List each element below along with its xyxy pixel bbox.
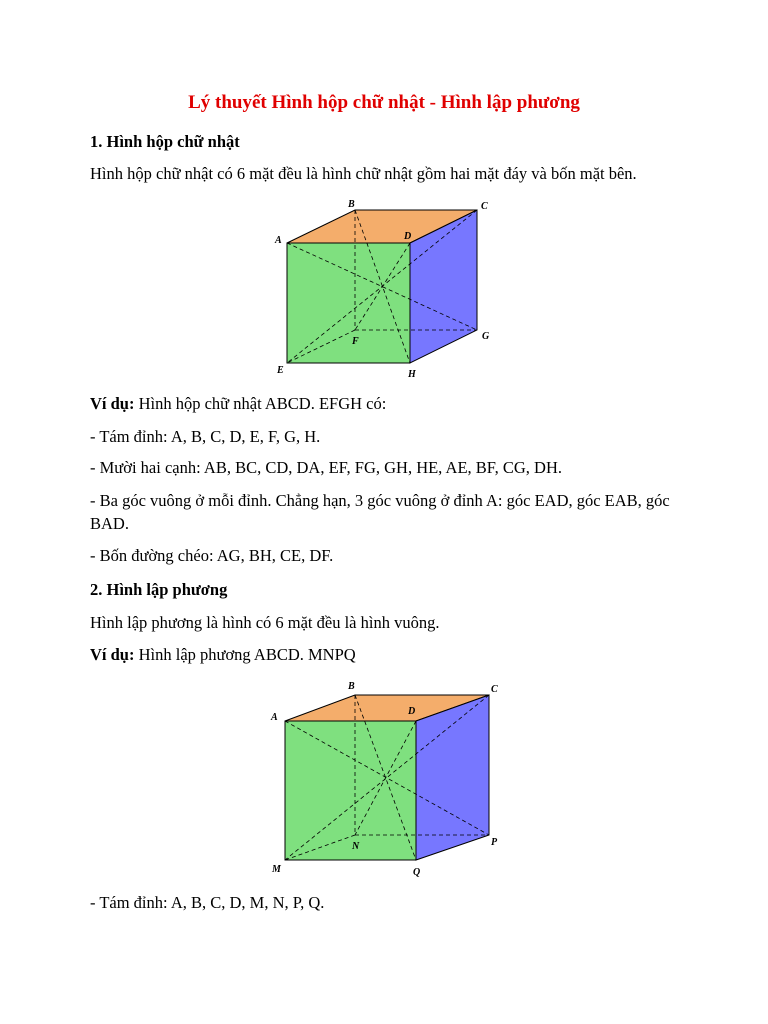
box-figure xyxy=(270,195,500,380)
vertex-label-B: B xyxy=(348,681,355,692)
vertex-label-H: H xyxy=(408,369,416,380)
box-front-face xyxy=(287,243,410,363)
vertex-label-C: C xyxy=(481,201,488,212)
example-1-text: Hình hộp chữ nhật ABCD. EFGH có: xyxy=(134,394,387,413)
example-1-label: Ví dụ: xyxy=(90,394,135,413)
vertex-label-A: A xyxy=(271,712,278,723)
box-vertices-line: - Tám đỉnh: A, B, C, D, E, F, G, H. xyxy=(90,427,321,446)
cube-figure xyxy=(268,675,508,880)
page-title: Lý thuyết Hình hộp chữ nhật - Hình lập phương xyxy=(188,92,580,113)
box-diagonals-line: - Bốn đường chéo: AG, BH, CE, DF. xyxy=(90,546,334,565)
vertex-label-C: C xyxy=(491,684,498,695)
vertex-label-M: M xyxy=(272,864,281,875)
cube-front-face xyxy=(285,721,416,860)
cube-vertices-line: - Tám đỉnh: A, B, C, D, M, N, P, Q. xyxy=(90,893,325,912)
example-2-text: Hình lập phương ABCD. MNPQ xyxy=(134,645,356,664)
section-2-heading: 2. Hình lập phương xyxy=(90,580,228,599)
vertex-label-G: G xyxy=(482,331,490,342)
example-2-label: Ví dụ: xyxy=(90,645,135,664)
vertex-label-Q: Q xyxy=(413,867,421,878)
vertex-label-P: P xyxy=(491,837,498,848)
vertex-label-D: D xyxy=(408,706,416,717)
vertex-label-B: B xyxy=(348,199,355,210)
box-right-angles-line: - Ba góc vuông ở mỗi đỉnh. Chẳng hạn, 3 góc vuông ở đỉnh A: góc EAD, góc EAB, góc BAD. xyxy=(90,491,670,533)
section-2-definition: Hình lập phương là hình có 6 mặt đều là hình vuông. xyxy=(90,613,440,632)
box-edges-line: - Mười hai cạnh: AB, BC, CD, DA, EF, FG, GH, HE, AE, BF, CG, DH. xyxy=(90,458,563,477)
vertex-label-E: E xyxy=(277,365,284,376)
vertex-label-D: D xyxy=(404,231,412,242)
vertex-label-N: N xyxy=(352,841,360,852)
vertex-label-A: A xyxy=(275,235,282,246)
vertex-label-F: F xyxy=(352,336,359,347)
example-2 xyxy=(90,643,690,666)
section-1-definition: Hình hộp chữ nhật có 6 mặt đều là hình chữ nhật gồm hai mặt đáy và bốn mặt bên. xyxy=(90,164,637,183)
example-1 xyxy=(90,392,690,415)
section-1-heading: 1. Hình hộp chữ nhật xyxy=(90,132,240,151)
